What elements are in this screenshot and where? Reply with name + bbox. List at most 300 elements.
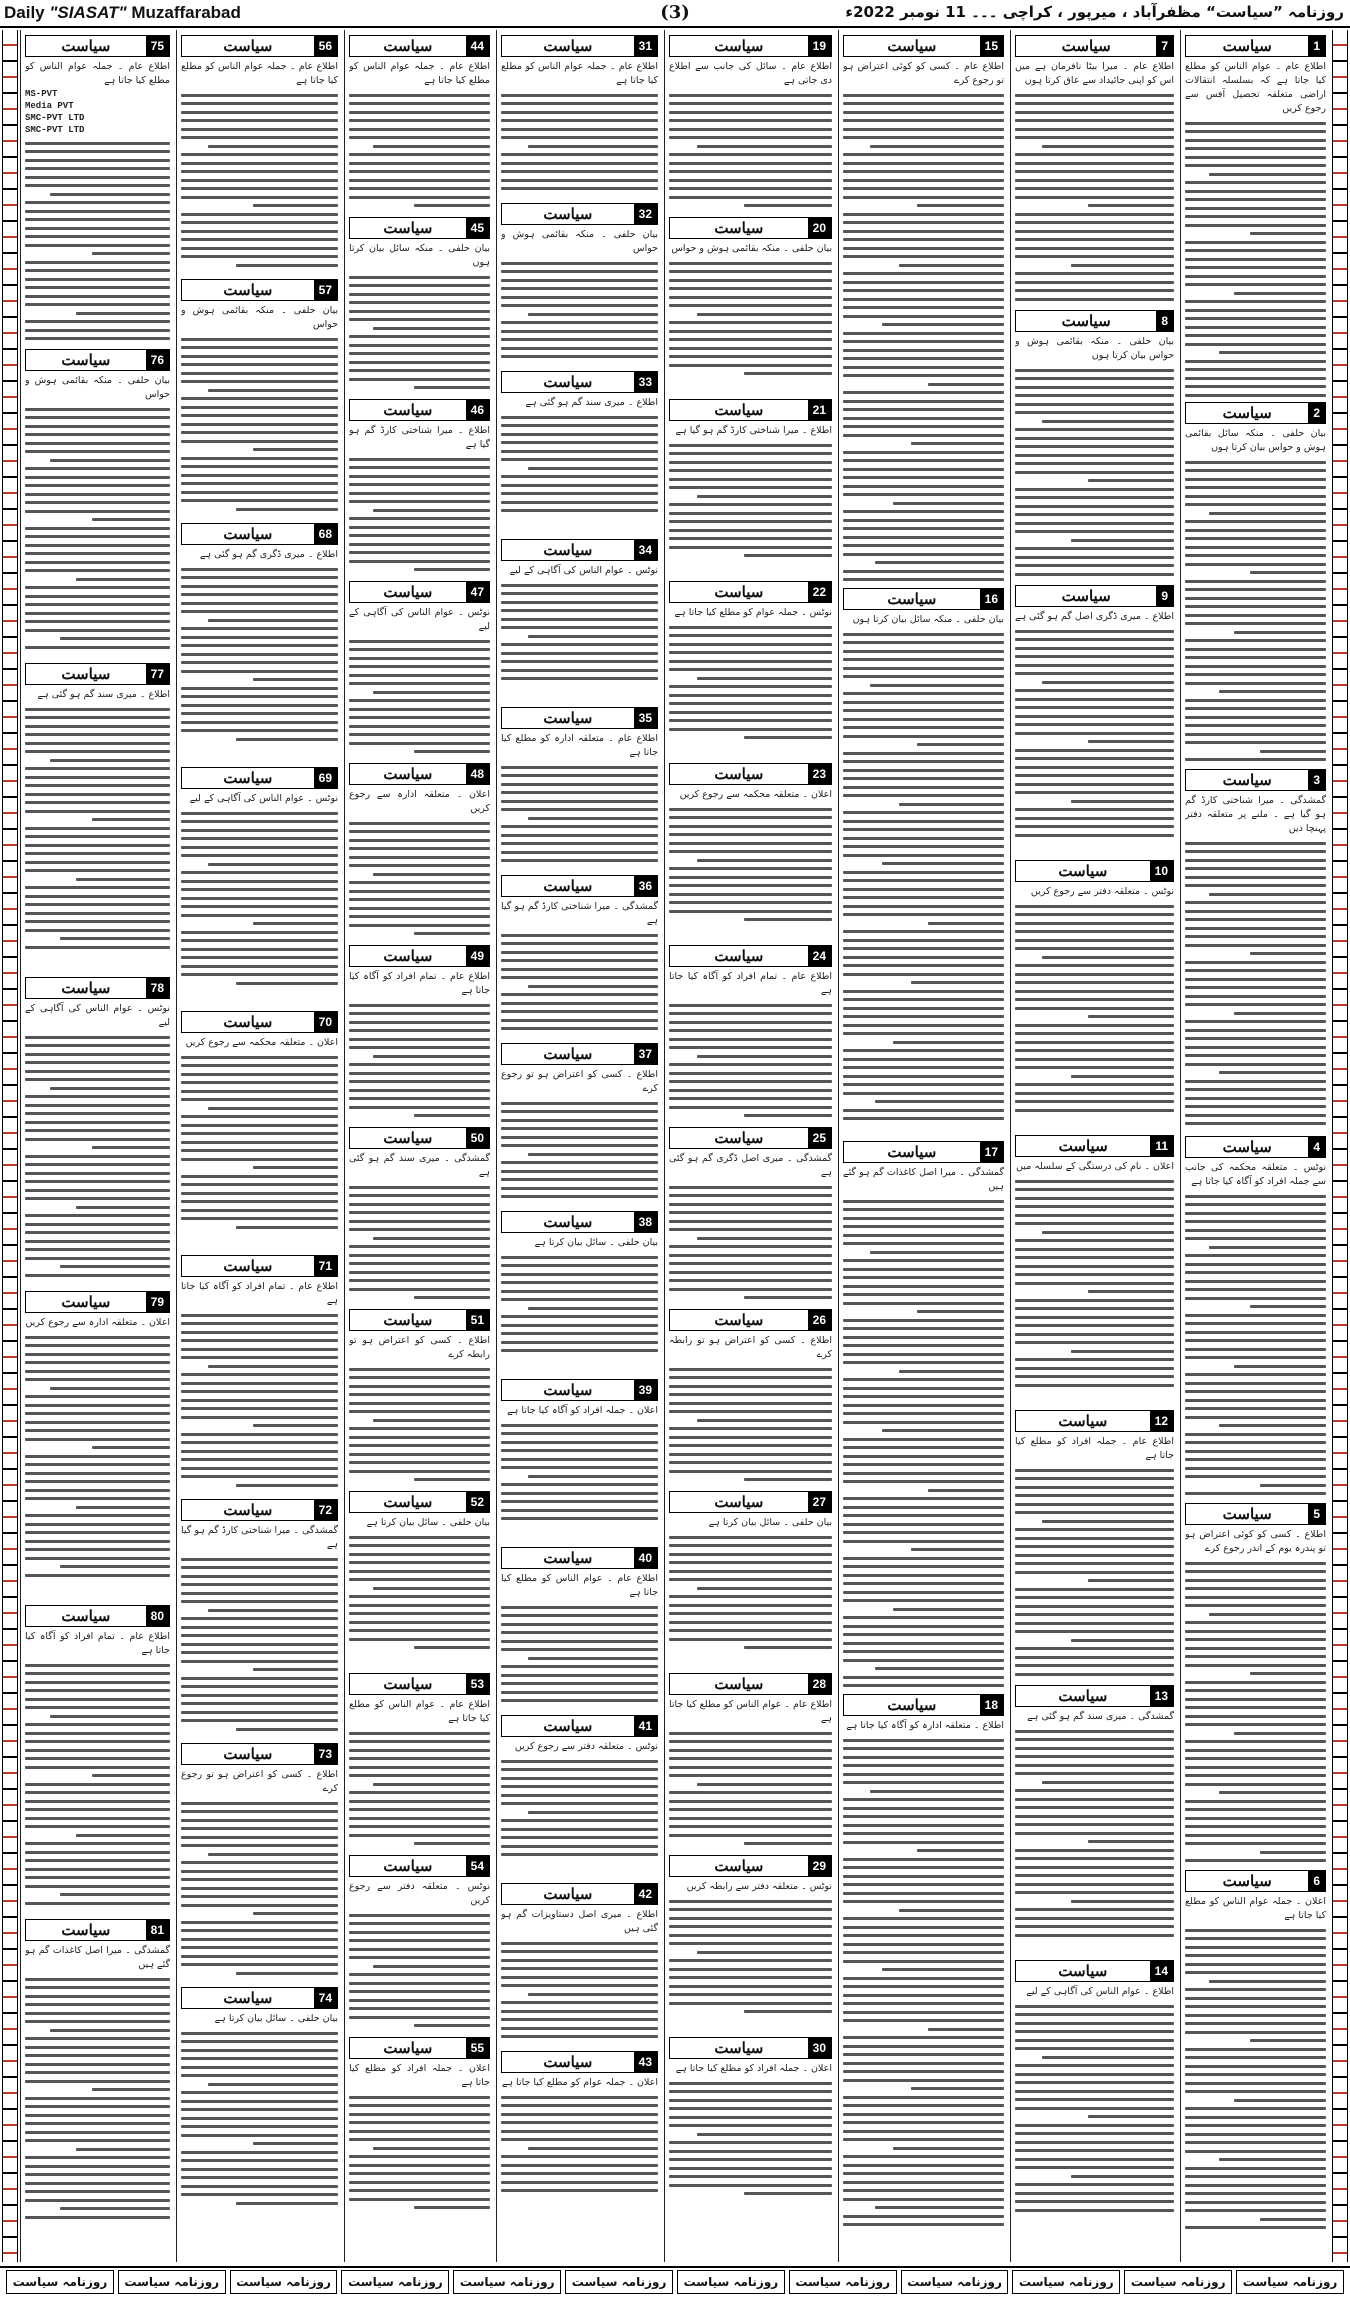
ad-text: بیان حلفی ۔ سائل بیان کرتا ہے	[214, 2013, 338, 2024]
text-line	[870, 145, 1004, 148]
text-line	[1015, 488, 1174, 491]
text-line	[349, 1973, 490, 1976]
ad-body	[1015, 1710, 1174, 1955]
ad-number: 57	[314, 280, 337, 300]
text-line	[208, 1853, 338, 1856]
text-line	[669, 262, 832, 265]
text-line	[843, 213, 1004, 216]
text-line	[501, 1959, 658, 1962]
ad-text: اطلاع عام ۔ جملہ افراد کو مطلع کیا جاتا ہے	[1015, 1436, 1174, 1461]
ad-text: اطلاع ۔ میری سند گم ہو گئی ہے	[37, 689, 170, 700]
text-line	[25, 2020, 170, 2023]
text-line	[501, 1623, 658, 1626]
text-line	[181, 1475, 338, 1478]
text-line	[501, 304, 658, 307]
text-line	[843, 536, 1004, 539]
text-line	[1260, 1851, 1326, 1854]
ad-text: نوٹس ۔ عوام الناس کی آگاہی کے لیے	[509, 565, 658, 576]
text-line	[253, 1668, 338, 1671]
text-line	[373, 327, 490, 330]
text-line	[1015, 247, 1174, 250]
text-line	[501, 441, 658, 444]
text-line	[1015, 556, 1174, 559]
text-line	[1015, 513, 1174, 516]
text-line	[843, 811, 1004, 814]
text-line	[1015, 281, 1174, 284]
ad-number: 32	[634, 204, 657, 224]
text-line	[843, 332, 1004, 335]
page-number: (3)	[660, 2, 690, 23]
text-line	[25, 1986, 170, 1989]
text-line	[669, 1791, 832, 1794]
text-line	[501, 1136, 658, 1139]
ad-body	[181, 1768, 338, 1982]
text-line	[669, 1470, 832, 1473]
text-line	[669, 270, 832, 273]
text-line	[1185, 927, 1326, 930]
ad-body	[349, 606, 490, 758]
text-line	[236, 1484, 338, 1487]
text-line	[1185, 901, 1326, 904]
text-line	[25, 2131, 170, 2134]
text-line	[181, 1467, 338, 1470]
text-line	[1015, 187, 1174, 190]
text-line	[669, 867, 832, 870]
text-line	[1088, 1290, 1174, 1293]
text-line	[528, 1811, 658, 1814]
ad-text: نوٹس ۔ متعلقہ دفتر سے رجوع کریں	[1030, 886, 1174, 897]
text-line	[181, 905, 338, 908]
text-line	[1015, 403, 1174, 406]
text-line	[501, 270, 658, 273]
text-line	[1185, 334, 1326, 337]
text-line	[1185, 758, 1326, 761]
ad-body	[501, 564, 658, 702]
text-line	[1071, 1639, 1174, 1642]
text-line	[501, 1699, 658, 1702]
text-line	[501, 296, 658, 299]
text-line	[843, 281, 1004, 284]
text-line	[1015, 689, 1174, 692]
ad-logo-label: سیاست	[543, 373, 593, 391]
text-line	[843, 675, 1004, 678]
text-line	[669, 842, 832, 845]
text-line	[843, 1327, 1004, 1330]
text-line	[843, 179, 1004, 182]
text-line	[1185, 2082, 1326, 2085]
text-line	[25, 1353, 170, 1356]
ad-logo-label: سیاست	[543, 1549, 593, 1567]
text-line	[1260, 1131, 1326, 1132]
text-line	[1185, 1963, 1326, 1966]
classified-ad	[501, 35, 658, 198]
ad-text: بیان حلفی ۔ منکہ بقائمی ہوش و حواس	[181, 305, 338, 330]
text-line	[843, 1917, 1004, 1920]
text-line	[843, 1438, 1004, 1441]
text-line	[181, 568, 338, 571]
ad-header	[1185, 769, 1326, 791]
classified-ad	[1015, 310, 1174, 580]
ad-body	[669, 1334, 832, 1486]
text-line	[501, 1785, 658, 1788]
text-line	[669, 1968, 832, 1971]
text-line	[843, 1058, 1004, 1061]
ad-text-lines	[669, 1186, 832, 1305]
ad-body	[501, 396, 658, 534]
text-line	[669, 2141, 832, 2144]
text-line	[25, 903, 170, 906]
text-line	[1209, 512, 1326, 515]
text-line	[349, 1544, 490, 1547]
text-line	[1185, 1800, 1326, 1803]
text-line	[25, 1681, 170, 1684]
text-line	[843, 1234, 1004, 1237]
ad-body	[1185, 794, 1326, 1131]
text-line	[349, 708, 490, 711]
text-line	[1015, 1857, 1174, 1860]
text-line	[1015, 1256, 1174, 1259]
text-line	[181, 1209, 338, 1212]
text-line	[236, 508, 338, 511]
classified-ad	[349, 35, 490, 212]
classified-ad	[349, 1855, 490, 2032]
text-line	[843, 102, 1004, 105]
text-line	[25, 1463, 170, 1466]
text-line	[843, 1875, 1004, 1878]
text-line	[349, 1948, 490, 1951]
text-line	[669, 1228, 832, 1231]
text-line	[501, 2018, 658, 2021]
text-line	[25, 1817, 170, 1820]
text-line	[50, 1387, 170, 1390]
text-line	[1015, 2073, 1174, 2076]
text-line	[843, 1977, 1004, 1980]
ad-body	[501, 1572, 658, 1710]
classified-ad	[1185, 1503, 1326, 1865]
ad-header	[181, 1011, 338, 1033]
ad-text-lines	[349, 640, 490, 759]
classified-ad	[349, 1673, 490, 1850]
ad-body	[181, 548, 338, 762]
text-line	[25, 708, 170, 711]
text-line	[373, 2147, 490, 2150]
text-line	[1015, 1596, 1174, 1599]
text-line	[843, 2181, 1004, 2184]
text-line	[181, 888, 338, 891]
text-line	[843, 658, 1004, 661]
text-line	[843, 752, 1004, 755]
text-line	[1185, 716, 1326, 719]
ad-body	[349, 788, 490, 940]
text-line	[25, 861, 170, 864]
text-line	[181, 1963, 338, 1966]
text-line	[1015, 94, 1174, 97]
text-line	[501, 951, 658, 954]
ad-body	[349, 1152, 490, 1304]
text-line	[843, 913, 1004, 916]
text-line	[501, 1517, 658, 1520]
ad-logo-label: سیاست	[714, 2039, 764, 2057]
text-line	[181, 397, 338, 400]
text-line	[349, 864, 490, 867]
text-line	[1015, 1883, 1174, 1886]
text-line	[843, 391, 1004, 394]
text-line	[669, 1800, 832, 1803]
text-line	[1015, 2022, 1174, 2025]
text-line	[697, 1419, 832, 1422]
ad-body	[1185, 1895, 1326, 2232]
text-line	[843, 1659, 1004, 1662]
text-line	[697, 2133, 832, 2136]
footer-strip-cell: روزنامہ سیاست	[6, 2270, 114, 2294]
ad-logo-label: سیاست	[383, 1129, 433, 1147]
classified-ad	[501, 1715, 658, 1878]
text-line	[669, 816, 832, 819]
text-line	[25, 142, 170, 145]
text-line	[349, 378, 490, 381]
text-line	[181, 1183, 338, 1186]
text-line	[1071, 539, 1174, 542]
text-line	[1185, 2022, 1326, 2025]
text-line	[181, 1921, 338, 1924]
text-line	[843, 1455, 1004, 1458]
ad-text-lines	[181, 94, 338, 275]
classified-ad	[1015, 35, 1174, 305]
text-line	[181, 931, 338, 934]
text-line	[501, 934, 658, 937]
text-line	[697, 1783, 832, 1786]
text-line	[1185, 122, 1326, 125]
text-line	[349, 830, 490, 833]
text-line	[843, 1883, 1004, 1886]
text-line	[25, 1548, 170, 1551]
text-line	[349, 1203, 490, 1206]
text-line	[669, 910, 832, 913]
ad-header	[501, 1043, 658, 1065]
text-line	[1185, 1029, 1326, 1032]
text-line	[1185, 394, 1326, 397]
text-line	[669, 634, 832, 637]
text-line	[349, 1791, 490, 1794]
text-line	[1015, 1545, 1174, 1548]
text-line	[25, 1859, 170, 1862]
text-line	[1015, 732, 1174, 735]
text-line	[349, 1254, 490, 1257]
text-line	[843, 1276, 1004, 1279]
text-line	[843, 1599, 1004, 1602]
ad-logo-label: سیاست	[61, 665, 111, 683]
text-line	[669, 1834, 832, 1837]
text-line	[501, 1273, 658, 1276]
classified-ad	[349, 399, 490, 576]
text-line	[181, 1192, 338, 1195]
text-line	[25, 2199, 170, 2202]
text-line	[25, 269, 170, 272]
ad-number: 19	[808, 36, 831, 56]
text-line	[843, 709, 1004, 712]
text-line	[875, 1100, 1004, 1103]
text-line	[843, 1378, 1004, 1381]
text-line	[181, 162, 338, 165]
ad-text: گمشدگی ۔ میری سند گم ہو گئی ہے	[1027, 1711, 1174, 1722]
ad-header	[669, 2037, 832, 2059]
text-line	[1015, 230, 1174, 233]
classified-ad	[1015, 1685, 1174, 1955]
text-line	[181, 238, 338, 241]
text-line	[236, 1226, 338, 1229]
text-line	[25, 886, 170, 889]
ad-logo-label: سیاست	[383, 2039, 433, 2057]
ad-logo-label: سیاست	[714, 1311, 764, 1329]
text-line	[25, 1121, 170, 1124]
text-line	[181, 153, 338, 156]
text-line	[501, 1144, 658, 1147]
ad-text: اعلان ۔ متعلقہ محکمہ سے رجوع کریں	[185, 1037, 338, 1048]
text-line	[669, 2150, 832, 2153]
text-line	[181, 1651, 338, 1654]
ad-logo-label: سیاست	[383, 583, 433, 601]
ad-number: 12	[1150, 1411, 1173, 1431]
text-line	[181, 1416, 338, 1419]
text-line	[236, 982, 338, 985]
text-line	[181, 2176, 338, 2179]
text-line	[1185, 2048, 1326, 2051]
text-line	[25, 201, 170, 204]
text-line	[25, 784, 170, 787]
text-line	[1015, 1222, 1174, 1225]
text-line	[843, 2062, 1004, 2065]
ad-text: اعلان ۔ جملہ افراد کو آگاہ کیا جاتا ہے	[507, 1405, 658, 1416]
column-5	[496, 30, 662, 2262]
text-line	[501, 1161, 658, 1164]
ad-number: 81	[146, 1920, 169, 1940]
text-line	[1185, 2124, 1326, 2127]
text-line	[744, 1478, 832, 1481]
ad-logo-label: سیاست	[543, 1213, 593, 1231]
text-line	[669, 1578, 832, 1581]
text-line	[1185, 1570, 1326, 1573]
text-line	[501, 1483, 658, 1486]
text-line	[1015, 655, 1174, 658]
text-line	[25, 295, 170, 298]
text-line	[669, 2124, 832, 2127]
ad-header	[349, 217, 490, 239]
text-line	[1015, 1798, 1174, 1801]
ad-body	[1015, 335, 1174, 580]
text-line	[181, 610, 338, 613]
text-line	[843, 1824, 1004, 1827]
text-line	[501, 347, 658, 350]
text-line	[25, 2182, 170, 2185]
text-line	[669, 1262, 832, 1265]
text-line	[501, 162, 658, 165]
text-line	[1185, 1195, 1326, 1198]
text-line	[1185, 343, 1326, 346]
classified-ad	[181, 1011, 338, 1250]
text-line	[501, 1845, 658, 1848]
text-line	[843, 1075, 1004, 1078]
text-line	[349, 907, 490, 910]
ad-number: 3	[1308, 770, 1325, 790]
text-line	[181, 2108, 338, 2111]
text-line	[1185, 156, 1326, 159]
ad-logo-label: سیاست	[1058, 1412, 1108, 1430]
text-line	[25, 433, 170, 436]
text-line	[1015, 530, 1174, 533]
ad-logo-label: سیاست	[223, 769, 273, 787]
text-line	[669, 1089, 832, 1092]
text-line	[373, 873, 490, 876]
text-line	[208, 1107, 338, 1110]
text-line	[744, 1296, 832, 1299]
ad-text-lines	[181, 1558, 338, 1739]
text-line	[843, 854, 1004, 857]
ad-logo-label: سیاست	[714, 947, 764, 965]
text-line	[349, 543, 490, 546]
text-line	[349, 2016, 490, 2019]
ad-text-lines	[25, 708, 170, 973]
text-line	[25, 227, 170, 230]
text-line	[501, 416, 658, 419]
text-line	[1042, 1520, 1174, 1523]
classified-ad	[181, 523, 338, 762]
text-line	[669, 512, 832, 515]
text-line	[669, 119, 832, 122]
text-line	[843, 726, 1004, 729]
text-line	[349, 1012, 490, 1015]
text-line	[843, 2096, 1004, 2099]
text-line	[349, 2130, 490, 2133]
text-line	[501, 1950, 658, 1953]
text-line	[76, 878, 170, 881]
text-line	[373, 1783, 490, 1786]
ad-body	[669, 1698, 832, 1850]
text-line	[25, 1231, 170, 1234]
ad-logo-label: سیاست	[223, 1745, 273, 1763]
ad-text-lines	[349, 458, 490, 577]
ad-logo-label: سیاست	[1058, 1962, 1108, 1980]
ad-logo-label: سیاست	[714, 1129, 764, 1147]
text-line	[501, 1492, 658, 1495]
text-line	[1015, 990, 1174, 993]
ad-text: اعلان ۔ متعلقہ محکمہ سے رجوع کریں	[679, 789, 832, 800]
text-line	[843, 94, 1004, 97]
text-line	[669, 1288, 832, 1291]
footer-strip-cell: روزنامہ سیاست	[118, 2270, 226, 2294]
text-line	[501, 2130, 658, 2133]
text-line	[501, 601, 658, 604]
ad-logo-label: سیاست	[383, 401, 433, 419]
footer-strip-cell: روزنامہ سیاست	[1012, 2270, 1120, 2294]
text-line	[843, 493, 1004, 496]
text-line	[501, 1178, 658, 1181]
text-line	[1185, 1596, 1326, 1599]
text-line	[1185, 580, 1326, 583]
text-line	[669, 2082, 832, 2085]
text-line	[1015, 922, 1174, 925]
text-line	[1185, 2201, 1326, 2204]
text-line	[181, 846, 338, 849]
text-line	[669, 1976, 832, 1979]
text-line	[911, 981, 1004, 984]
text-line	[1015, 1613, 1174, 1616]
text-line	[1185, 1297, 1326, 1300]
text-line	[669, 1766, 832, 1769]
text-line	[843, 1200, 1004, 1203]
ad-text-lines	[349, 1004, 490, 1123]
text-line	[501, 321, 658, 324]
text-line	[501, 1648, 658, 1651]
